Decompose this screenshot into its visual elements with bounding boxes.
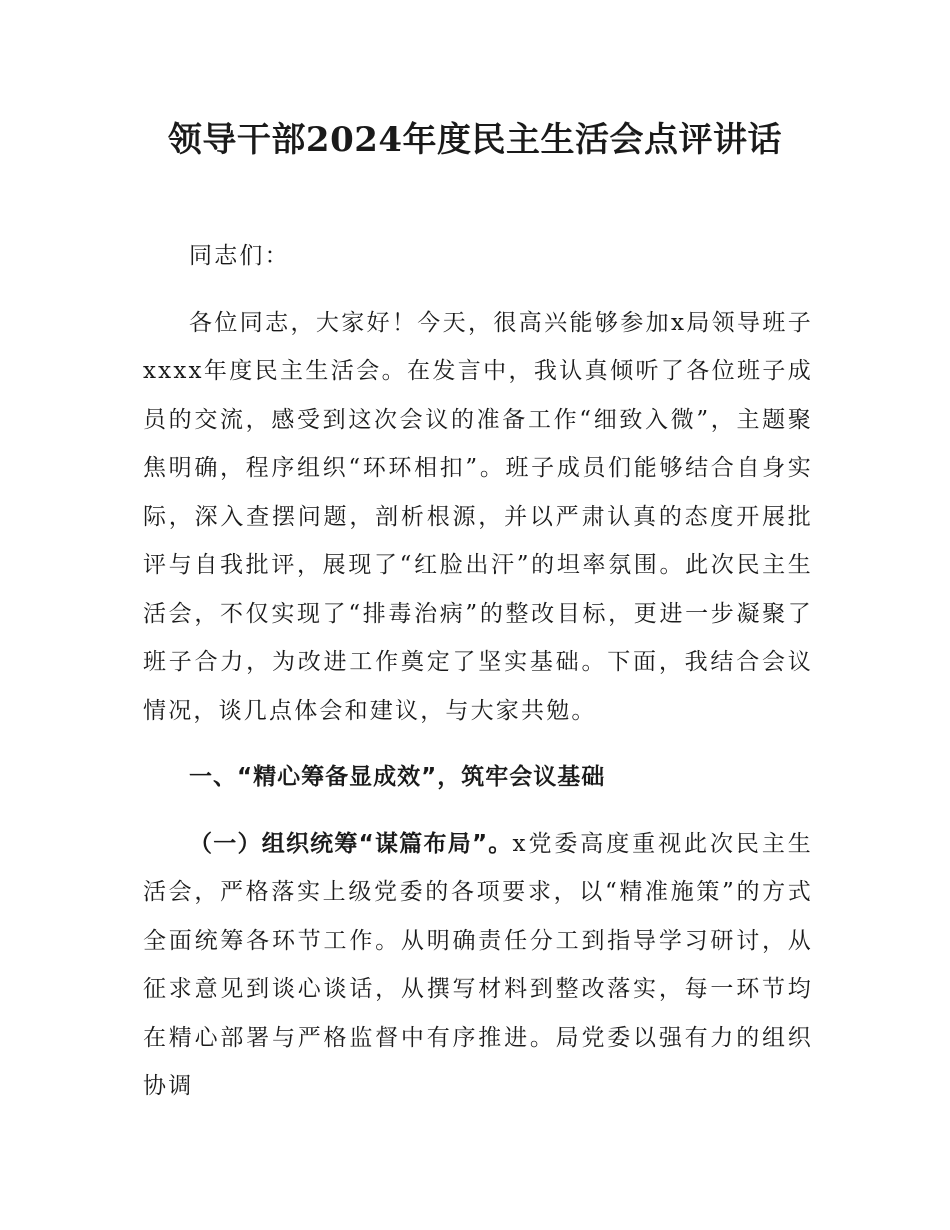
intro-paragraph: 各位同志，大家好！今天，很高兴能够参加x局领导班子xxxx年度民主生活会。在发言中，我认真倾听了各位班子成员的交流，感受到这次会议的准备工作“细致入微”，主题聚焦明确，程序组织“环环相扣”。班子成员们能够结合自身实际，深入查摆问题，剖析根源，并以严肃认真的态度开展批评与自我批评，展现了“红脸出汗”的坦率氛围。此次民主生活会，不仅实现了“排毒治病”的整改目标，更进一步凝聚了班子合力，为改进工作奠定了坚实基础。下面，我结合会议情况，谈几点体会和建议，与大家共勉。 xyxy=(143,309,813,724)
subsection-heading: （一）组织统筹“谋篇布局”。 xyxy=(189,830,513,857)
document-title: 领导干部2024年度民主生活会点评讲话 xyxy=(167,120,783,160)
subsection-paragraph xyxy=(143,820,813,1111)
salutation: 同志们： xyxy=(189,243,290,269)
document-body xyxy=(143,232,813,1111)
subsection-text: x党委高度重视此次民主生活会，严格落实上级党委的各项要求，以“精准施策”的方式全面统筹各环节工作。从明确责任分工到指导学习研讨，从征求意见到谈心谈话，从撰写材料到整改落实，每一环节均在精心部署与严格监督中有序推进。局党委以强有力的组织协调 xyxy=(143,830,813,1099)
section-heading: 一、“精心筹备显成效”，筑牢会议基础 xyxy=(189,764,606,790)
